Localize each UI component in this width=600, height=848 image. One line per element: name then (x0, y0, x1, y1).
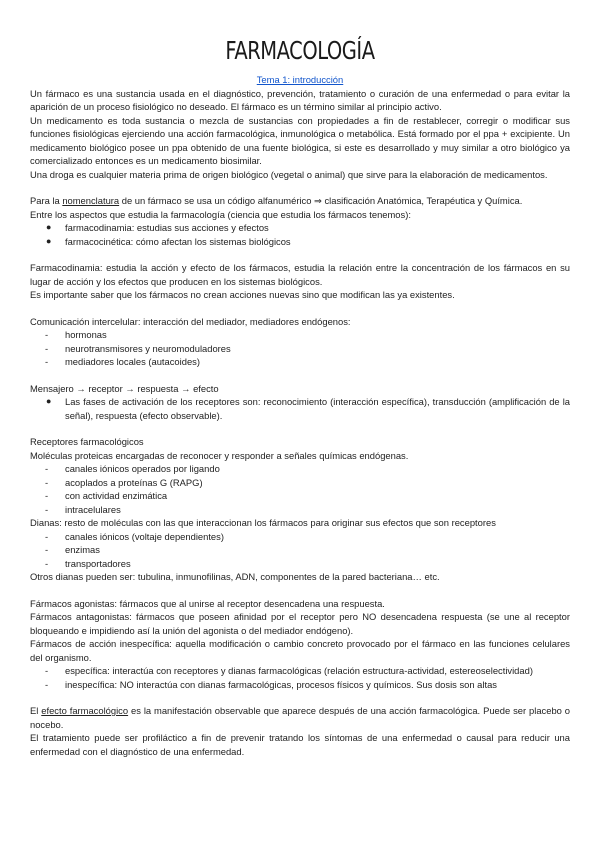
page-title: FARMACOLOGÍA (225, 36, 375, 65)
efecto-term: efecto farmacológico (41, 705, 129, 716)
list-item: ● Las fases de activación de los receptores son: reconocimiento (interacción específica), transducción (amplificación de la señal), respuesta (efecto observable). (46, 396, 570, 421)
tratamiento-paragraph: El tratamiento puede ser profiláctico a fin de prevenir tratando los síntomas de una enfermedad o causal para reducir una enfermedad con el diagnóstico de una enfermedad. (30, 732, 570, 757)
list-item: - enzimas (45, 544, 100, 555)
receptores-list (30, 462, 570, 516)
list-item: - neurotransmisores y neuromoduladores (45, 342, 231, 354)
bullet-icon: ● (46, 222, 52, 232)
list-item: - canales iónicos (voltaje dependientes) (45, 530, 224, 542)
bullet-icon: ● (46, 235, 52, 246)
otras-dianas: Otros dianas pueden ser: tubulina, inmunofilinas, ADN, componentes de la pared bacteriana… etc. (30, 571, 440, 582)
intro-paragraph-farmaco: Un fármaco es una sustancia usada en el diagnóstico, prevención, tratamiento o curación de una enfermedad o para evitar la aparición de un proceso fisiológico no deseado. El fármaco es un término similar al principio activo. (30, 87, 570, 112)
agonistas-paragraph: Fármacos agonistas: fármacos que al unirse al receptor desencadena una respuesta. (30, 597, 385, 609)
list-item: - canales iónicos operados por ligando (45, 463, 220, 474)
aspects-list (30, 221, 570, 248)
comunicacion-list (30, 328, 570, 369)
list-item: - con actividad enzimática (45, 490, 168, 501)
nomenclatura-paragraph: Para la nomenclatura de un fármaco se usa un código alfanumérico ⇒ clasificación Anatómica, Terapéutica y Química. (30, 195, 523, 206)
list-item: - intracelulares (45, 503, 121, 515)
document-page (30, 36, 570, 758)
list-item: ● farmacocinética: cómo afectan los sistemas biológicos (46, 235, 291, 247)
antagonistas-paragraph: Fármacos antagonistas: fármacos que poseen afinidad por el receptor pero NO desencadena respuesta (se une al receptor bloqueando e impidiendo así la unión del agonista o del mediador endógeno). (30, 611, 570, 636)
list-item: - acoplados a proteínas G (RAPG) (45, 476, 203, 488)
accion-list (30, 664, 570, 691)
efecto-paragraph: El efecto farmacológico es la manifestación observable que aparece después de una acción farmacológica. Puede ser placebo o nocebo. (30, 705, 571, 730)
comunicacion-heading: Comunicación intercelular: interacción del mediador, mediadores endógenos: (30, 315, 351, 327)
aspects-intro: Entre los aspectos que estudia la farmacología (ciencia que estudia los fármacos tenemos): (30, 208, 411, 220)
inespecifica-paragraph: Fármacos de acción inespecífica: aquella modificación o cambio concreto provocado por el fármaco en las funciones celulares del organismo. (30, 638, 570, 663)
receptores-definition: Moléculas proteicas encargadas de reconocer y responder a señales químicas endógenas. (30, 449, 409, 461)
farmacodinamia-paragraph: Farmacodinamia: estudia la acción y efecto de los fármacos, estudia la relación entre la concentración de los fármacos en su lugar de acción y los efectos que producen en los sistemas biológicos. (30, 262, 570, 287)
list-item: - hormonas (45, 329, 107, 340)
receptores-heading: Receptores farmacológicos (30, 436, 144, 447)
mensajero-line: Mensajero → receptor → respuesta → efecto (30, 382, 219, 394)
list-item: ● farmacodinamia: estudias sus acciones y efectos (46, 222, 269, 233)
farmacodinamia-note: Es importante saber que los fármacos no crean acciones nuevas sino que modifican las ya existentes. (30, 289, 455, 300)
bullet-icon: ● (46, 396, 52, 406)
intro-paragraph-droga: Una droga es cualquier materia prima de origen biológico (vegetal o animal) que sirve para la elaboración de medicamentos. (30, 168, 548, 180)
list-item: - inespecífica: NO interactúa con dianas farmacológicas, procesos físicos y químicos. Sus dosis son altas (45, 678, 497, 690)
dianas-intro: Dianas: resto de moléculas con las que interaccionan los fármacos para originar sus efectos que son receptores (30, 517, 496, 528)
subtitle-link[interactable]: Tema 1: introducción (256, 74, 344, 85)
mensajero-list (30, 395, 570, 422)
nomenclatura-term: nomenclatura (62, 195, 120, 206)
list-item: - mediadores locales (autacoides) (45, 356, 200, 367)
intro-paragraph-medicamento: Un medicamento es toda sustancia o mezcla de sustancias con propiedades a fin de restablecer, corregir o modificar sus funciones fisiológicas ejerciendo una acción farmacológica, inmunológica o metabólica. Está formado por el ppa + excipiente. Un medicamento biológico posee un ppa obtenido de una fuente biológica, si este es desarrollado y muy similar a otro biológico ya comercializado entonces es un medicamento biosimilar. (30, 114, 570, 166)
list-item: - específica: interactúa con receptores y dianas farmacológicas (relación estructura-actividad, estereoselectividad) (45, 665, 533, 676)
list-item: - transportadores (45, 557, 131, 569)
dianas-list (30, 530, 570, 571)
